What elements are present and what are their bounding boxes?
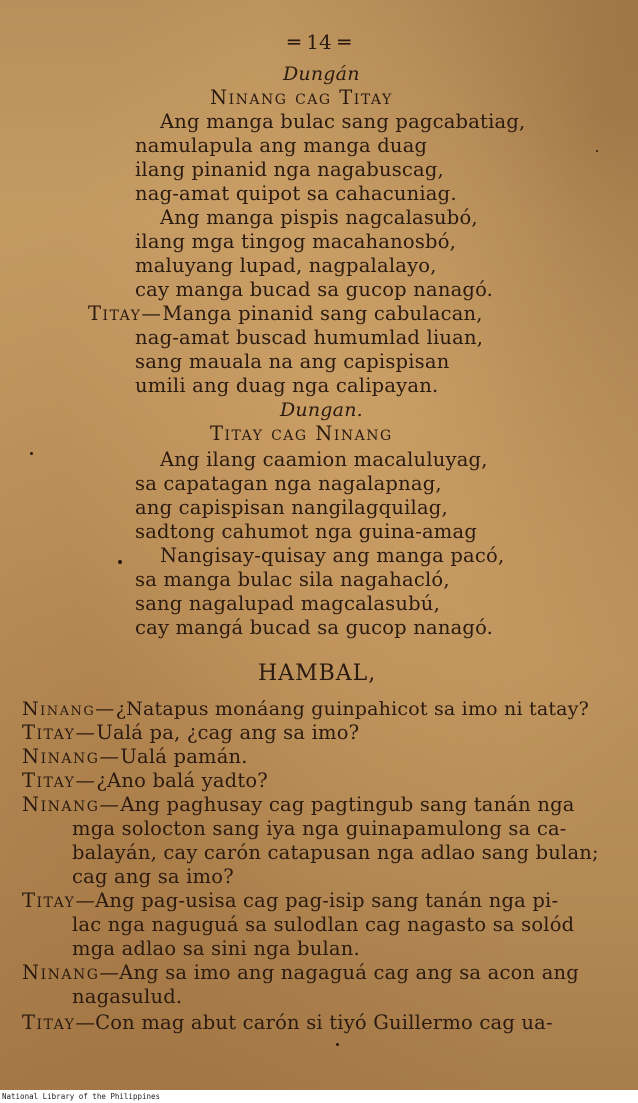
verse-line: sa capatagan nga nagalapnag, <box>135 472 442 495</box>
dialogue-line <box>22 1011 553 1035</box>
dialogue-text: ¿Ano balá yadto? <box>96 769 268 792</box>
speaker-name: Ninang <box>22 961 100 984</box>
dialogue-text: —Ang pag-usisa cag pag-isip sang tanán nga pi- <box>75 889 559 912</box>
stanza2-heading: Dungan. <box>280 399 363 421</box>
dialogue-text: Ualá pamán. <box>120 745 248 768</box>
verse-line: sang mauala na ang capispisan <box>135 350 450 373</box>
verse-line: Ang ilang caamion macaluluyag, <box>160 448 488 471</box>
verse-line: umili ang duag nga calipayan. <box>135 374 439 397</box>
stanza1-speakers: Ninang cag Titay <box>210 86 393 109</box>
dialogue-line <box>22 721 359 745</box>
dialogue-text: ¿Natapus monáang guinpahicot sa imo ni tatay? <box>115 698 590 720</box>
verse-line: sang nagalupad magcalasubú, <box>135 592 440 615</box>
verse-line: sa manga bulac sila nagahacló, <box>135 568 450 591</box>
page-number-rule-left: ═ <box>287 30 307 54</box>
speaker-name: Ninang— <box>22 745 121 768</box>
verse-line: Ang manga pispis nagcalasubó, <box>160 206 478 229</box>
dialogue-text: Ang paghusay cag pagtingub sang tanán nga <box>120 793 575 816</box>
speaker-name: Ninang— <box>22 698 116 720</box>
verse-line: namulapula ang manga duag <box>135 134 428 157</box>
page-number-header <box>0 30 638 54</box>
verse-line: sadtong cahumot nga guina-amag <box>135 520 478 543</box>
speaker-name: Titay— <box>22 769 97 792</box>
verse-line: nag-amat quipot sa cahacuniag. <box>135 182 457 205</box>
verse-line: Nangisay-quisay ang manga pacó, <box>160 544 505 567</box>
stanza2-speakers: Titay cag Ninang <box>210 422 393 445</box>
dialogue-line <box>22 889 558 913</box>
verse-line: maluyang lupad, nagpalalayo, <box>135 254 437 277</box>
verse-line: Ang manga bulac sang pagcabatiag, <box>160 110 526 133</box>
dialogue-continuation: cag ang sa imo? <box>72 865 234 888</box>
speaker-name: Titay <box>22 1011 76 1034</box>
speaker-name: Titay— <box>88 302 163 325</box>
verse-line: cay mangá bucad sa gucop nanagó. <box>135 616 494 639</box>
prose-title: HAMBAL, <box>258 661 377 686</box>
dialogue-continuation: mga solocton sang iya nga guinapamulong sa ca- <box>72 817 567 840</box>
dialogue-text: Ualá pa, ¿cag ang sa imo? <box>96 721 360 744</box>
page-number: 14 <box>306 30 332 54</box>
speaker-name: Titay <box>22 889 76 912</box>
dialogue-text: —Ang sa imo ang nagaguá cag ang sa acon ang <box>99 961 579 984</box>
verse-line: cay manga bucad sa gucop nanagó. <box>135 278 494 301</box>
verse-line: ilang pinanid nga nagabuscag, <box>135 158 444 181</box>
dialogue-line <box>22 745 248 769</box>
paper-speck <box>596 150 598 152</box>
dialogue-line <box>22 697 589 721</box>
dialogue-line <box>22 769 268 793</box>
page-number-rule-right: ═ <box>331 30 351 54</box>
titay-verse-first-line <box>88 302 483 326</box>
dialogue-continuation: mga adlao sa sini nga bulan. <box>72 937 360 960</box>
verse-text: Manga pinanid sang cabulacan, <box>162 302 483 325</box>
dialogue-line <box>22 793 575 817</box>
speaker-name: Titay— <box>22 721 97 744</box>
dialogue-continuation: balayán, cay carón catapusan nga adlao sang bulan; <box>72 841 599 864</box>
paper-speck <box>30 452 33 455</box>
speaker-name: Ninang— <box>22 793 121 816</box>
dialogue-line <box>22 961 579 985</box>
paper-speck <box>336 1043 339 1046</box>
dialogue-continuation: lac nga naguguá sa sulodlan cag nagasto sa solód <box>72 913 575 936</box>
verse-line: ang capispisan nangilagquilag, <box>135 496 448 519</box>
stanza1-heading: Dungán <box>283 63 360 85</box>
paper-speck <box>118 560 122 564</box>
verse-line: nag-amat buscad humumlad liuan, <box>135 326 484 349</box>
dialogue-continuation: nagasulud. <box>72 985 183 1008</box>
library-credit: National Library of the Philippines <box>2 1092 161 1101</box>
verse-line: ilang mga tingog macahanosbó, <box>135 230 457 253</box>
dialogue-text: —Con mag abut carón si tiyó Guillermo cag ua- <box>75 1011 553 1034</box>
